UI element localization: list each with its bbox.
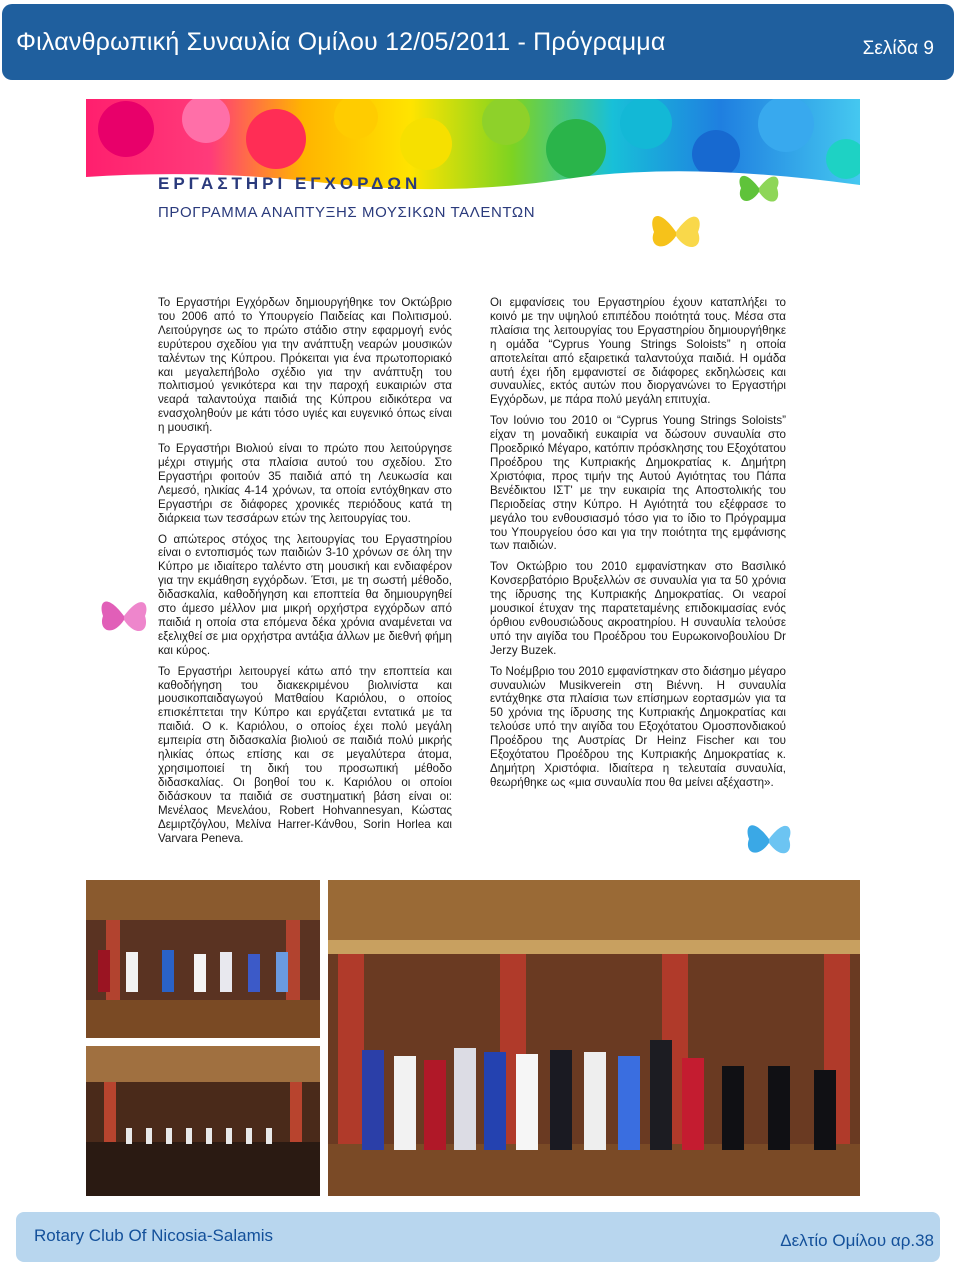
paragraph: Το Εργαστήρι Εγχόρδων δημιουργήθηκε τον Οκτώβριο του 2006 από το Υπουργείο Παιδείας και Πολιτισμού. Λειτούργησε ως το πρώτο στάδιο στην εφαρμογή ενός ευρύτερου σχεδίου για την ανάπτυξη νεαρών μουσικών ταλέντων της Κύπρου. Πρόκειται για ένα πρωτοποριακό και μεγαλεπήβολο σχέδιο για την ανάπτυξη του πολιτισμού γενικότερα και την παροχή ευκαιριών στα νεαρά ταλαντούχα παιδιά της Κύπρου ειδικότερα να ενασχοληθούν με κάτι τόσο υγιές και ευγενικό όπως είναι η μουσική. — [158, 296, 452, 435]
issue-number: Δελτίο Ομίλου αρ.38 — [780, 1231, 934, 1250]
concert-photo-small-top — [86, 880, 320, 1038]
pink-butterfly-icon — [98, 592, 150, 640]
page-title: Φιλανθρωπική Συναυλία Ομίλου 12/05/2011 - Πρόγραμμα — [16, 28, 666, 56]
brand-subtitle: ΠΡΟΓΡΑΜΜΑ ΑΝΑΠΤΥΞΗΣ ΜΟΥΣΙΚΩΝ ΤΑΛΕΝΤΩΝ — [158, 204, 536, 221]
concert-photo-small-bottom — [86, 1046, 320, 1196]
page-footer — [16, 1212, 940, 1262]
article-right-column — [490, 296, 786, 797]
blue-butterfly-icon — [744, 816, 794, 862]
page-header — [2, 4, 954, 80]
paragraph: Οι εμφανίσεις του Εργαστηρίου έχουν καταπλήξει το κοινό με την υψηλού επιπέδου ποιότητά τους. Μέσα στα πλαίσια της λειτουργίας του Εργαστηρίου δημιουργήθηκε η ομάδα “Cyprus Young Strings Soloists” η οποία αποτελείται από εξαιρετικά ταλαντούχα παιδιά. Η ομάδα αυτή έχει ήδη εμφανιστεί σε διάφορες εκδηλώσεις και συναυλίες, εκτός αυτών που διοργανώνει το Εργαστήρι Εγχόρδων, με πάρα πολύ μεγάλη επιτυχία. — [490, 296, 786, 407]
paragraph: Το Νοέμβριο του 2010 εμφανίστηκαν στο διάσημο μέγαρο συναυλιών Musikverein στη Βιέννη. Η συναυλία εντάχθηκε στα πλαίσια των επίσημων εορτασμών για τα 50 χρόνια της ίδρυσης της Κυπριακής Δημοκρατίας και τελούσε υπό την αιγίδα του Εξοχότατου Ομοσπονδιακού Προέδρου της Αυστρίας Dr Heinz Fischer και του Εξοχότατου Προέδρου της Κυπριακής Δημοκρατίας κ. Δημήτρη Χριστόφια. Ιδιαίτερα η τελευταία συναυλία, θεωρήθηκε ως «μια συναυλία που θα μείνει αξέχαστη». — [490, 664, 786, 789]
group-photo-musikverein — [328, 880, 860, 1196]
paragraph: Τον Οκτώβριο του 2010 εμφανίστηκαν στο Βασιλικό Κονσερβατόριο Βρυξελλών σε συναυλία για τα 50 χρόνια της ίδρυσης της Κυπριακής Δημοκρατίας. Οι νεαροί μουσικοί έτυχαν της παρατεταμένης επιδοκιμασίας ενός όρθιου ενθουσιώδους ακροατηρίου. Η συναυλία τελούσε υπό την αιγίδα του Προέδρου του Ευρωκοινοβουλίου Dr Jerzy Buzek. — [490, 560, 786, 657]
brand-name: ΕΡΓΑΣΤΗΡΙ ΕΓΧΟΡΔΩΝ — [158, 174, 422, 193]
page-number: Σελίδα 9 — [862, 38, 934, 59]
yellow-butterfly-icon — [648, 206, 704, 256]
paragraph: Τον Ιούνιο του 2010 οι “Cyprus Young Strings Soloists” είχαν τη μοναδική ευκαιρία να δώσουν συναυλία στο Προεδρικό Μέγαρο, κατόπιν πρόσκλησης του Εξοχότατου Προέδρου της Κυπριακής Δημοκρατίας κ. Δημήτρη Χριστόφια, προς τιμήν της Αυτού Αγιότητας του Πάπα Βενέδικτου ΙΣΤ' με την ευκαιρία της Αποστολικής του Περιοδείας στην Κύπρο. Η Αγιότητά του εξέφρασε το μεγάλο του ενθουσιασμό τόσο για το ίδιο το Πρόγραμμα του Υπουργείου όσο και για την ποιότητα της εμφάνισης των παιδιών. — [490, 414, 786, 553]
paragraph: Το Εργαστήρι Βιολιού είναι το πρώτο που λειτούργησε μέχρι στιγμής στα πλαίσια αυτού του σχεδίου. Στο Εργαστήρι φοιτούν 35 παιδιά από τη Λευκωσία και Λεμεσό, ηλικίας 4-14 χρόνων, τα οποία εντόχθηκαν στο Εργαστήρι σε διάφορες χρονικές περιόδους κατά τη διάρκεια των τεσσάρων ετών της λειτουργίας του. — [158, 442, 452, 525]
club-name: Rotary Club Of Nicosia-Salamis — [34, 1226, 274, 1245]
paragraph: Το Εργαστήρι λειτουργεί κάτω από την εποπτεία και καθοδήγηση του διακεκριμένου βιολινίστα και μουσικοπαιδαγωγού Ματθαίου Καριόλου, ο οποίος επισκέπτεται την Κύπρο και εργάζεται εντατικά με τα παιδιά. Ο κ. Καριόλου, ο οποίος έχει πολύ μεγάλη εμπειρία στη διδασκαλία βιολιού σε παιδιά πολύ μικρής ηλικίας όπως επίσης και σε μεγαλύτερα άτομα, χρησιμοποιεί τη δική του προσωπική μέθοδο διδασκαλίας. Οι βοηθοί του κ. Καριόλου οι οποίοι διδάσκουν τα παιδιά σε συστηματική βάση είναι οι: Μενέλαος Μενελάου, Robert Hohvannesyan, Κώστας Δεμιρτζόγλου, Μελίνα Harrer-Κάνθου, Sorin Horlea και Varvara Peneva. — [158, 664, 452, 845]
paragraph: Ο απώτερος στόχος της λειτουργίας του Εργαστηρίου είναι ο εντοπισμός των παιδιών 3-10 χρόνων σε όλη την Κύπρο με ιδιαίτερο ταλέντο στη μουσική και ενδιαφέρον για την εκμάθηση εγχόρδων. Έτσι, με τη σωστή μέθοδο, διδασκαλία, καθοδήγηση και εποπτεία θα δημιουργηθεί στο άμεσο μέλλον μια μικρή ορχήστρα εγχόρδων από παιδιά η οποία στα επόμενα δέκα χρόνια αναμένεται να εξελιχθεί σε μια ορχήστρα αντάξια άλλων με διεθνή φήμη και κύρος. — [158, 532, 452, 657]
green-butterfly-icon — [736, 166, 782, 212]
article-left-column — [158, 296, 452, 852]
